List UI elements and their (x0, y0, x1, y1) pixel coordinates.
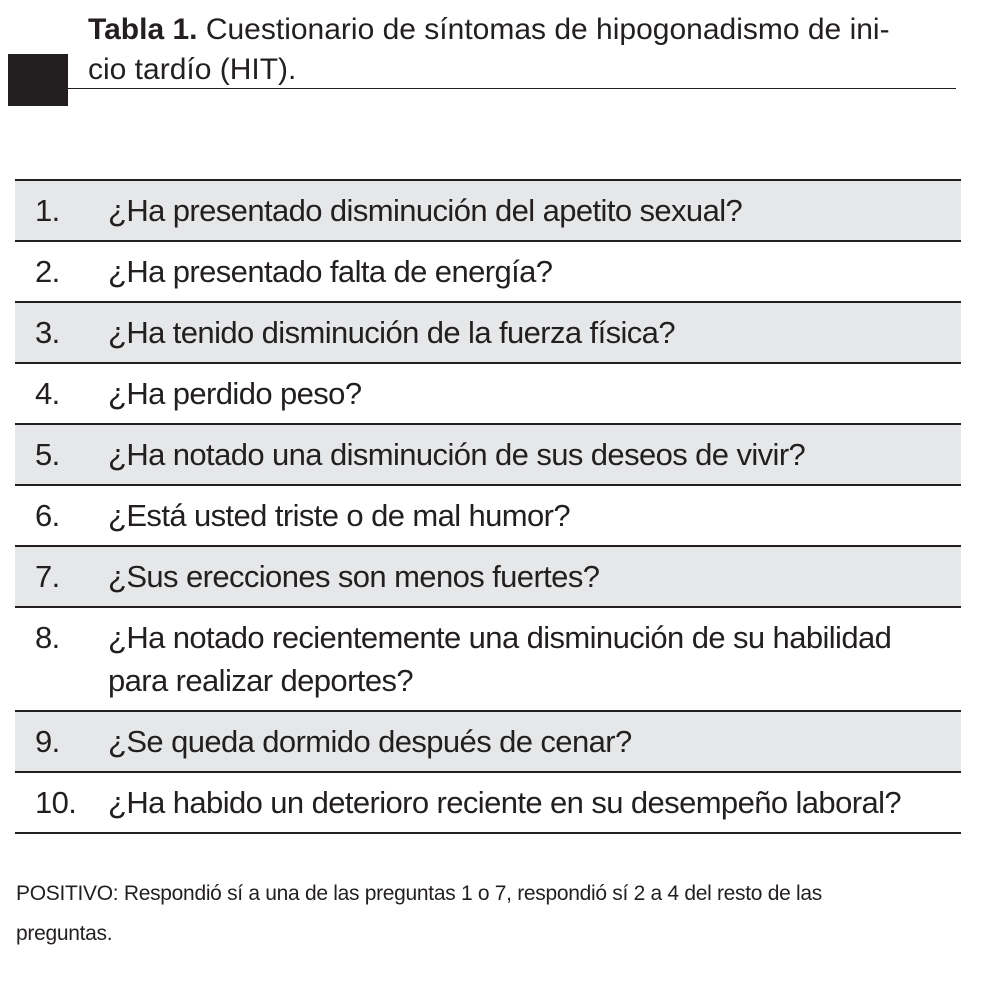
row-number: 2. (35, 254, 60, 289)
row-question: ¿Ha presentado disminución del apetito sexual? (108, 193, 743, 228)
row-question: ¿Ha notado una disminución de sus deseos de vivir? (108, 437, 806, 472)
table-row (15, 364, 961, 425)
row-question: ¿Ha tenido disminución de la fuerza física? (108, 315, 675, 350)
table-caption-title-line1: Cuestionario de síntomas de hipogonadismo de ini- (205, 13, 890, 46)
table-row (15, 242, 961, 303)
questionnaire-table (15, 179, 961, 834)
row-question-line2: para realizar deportes? (108, 663, 413, 698)
table-row (15, 303, 961, 364)
table-row (15, 425, 961, 486)
corner-marker-block (8, 54, 68, 106)
table-row (15, 608, 961, 712)
row-number: 5. (35, 437, 60, 472)
row-question (108, 616, 961, 702)
row-number: 8. (35, 620, 60, 655)
row-number: 9. (35, 724, 60, 759)
table-footnote (16, 874, 966, 954)
caption-rule (68, 88, 956, 89)
table-row (15, 773, 961, 834)
table-row (15, 486, 961, 547)
row-question: ¿Ha presentado falta de energía? (108, 254, 553, 289)
row-number: 7. (35, 559, 60, 594)
row-question: ¿Ha perdido peso? (108, 376, 362, 411)
row-number: 1. (35, 193, 60, 228)
row-question: ¿Ha habido un deterioro reciente en su desempeño laboral? (108, 785, 902, 820)
table-row (15, 547, 961, 608)
table-caption-label: Tabla 1. (88, 13, 198, 46)
row-question-line1: ¿Ha notado recientemente una disminución de su habilidad (108, 620, 892, 655)
table-caption (88, 10, 958, 90)
table-row (15, 181, 961, 242)
table-caption-title-line2: cio tardío (HIT). (88, 53, 297, 86)
row-number: 3. (35, 315, 60, 350)
row-number: 6. (35, 498, 60, 533)
footnote-line2: preguntas. (16, 922, 113, 945)
row-number: 4. (35, 376, 60, 411)
row-question: ¿Está usted triste o de mal humor? (108, 498, 571, 533)
row-question: ¿Sus erecciones son menos fuertes? (108, 559, 600, 594)
row-question: ¿Se queda dormido después de cenar? (108, 724, 632, 759)
table-row (15, 712, 961, 773)
footnote-line1: POSITIVO: Respondió sí a una de las preguntas 1 o 7, respondió sí 2 a 4 del resto de las (16, 882, 822, 905)
row-number: 10. (35, 785, 77, 820)
